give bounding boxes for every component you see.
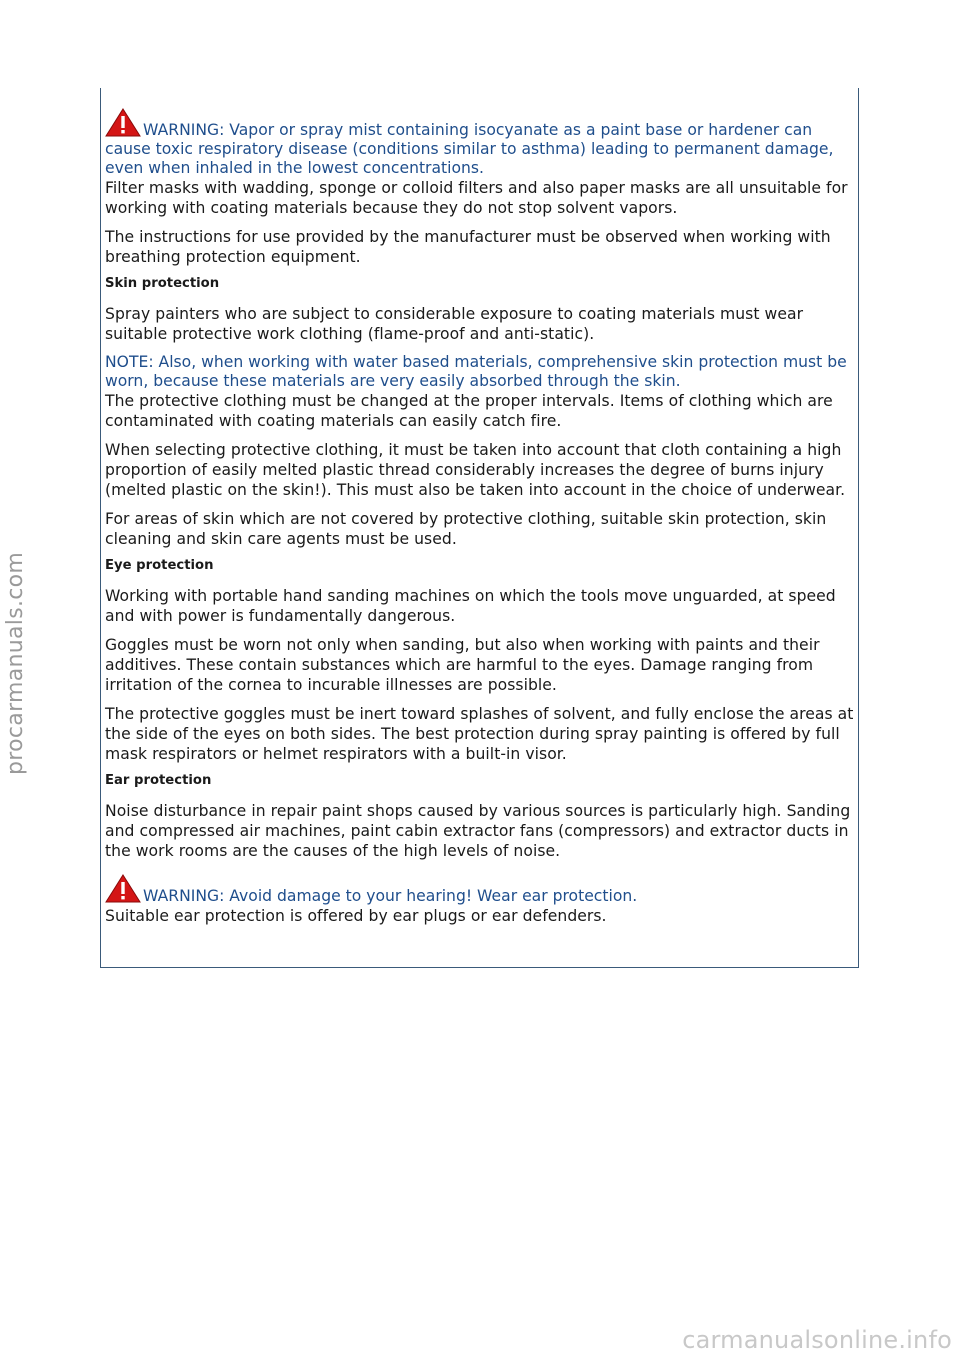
warning-triangle-icon	[105, 874, 141, 903]
paragraph-spray-painters: Spray painters who are subject to considerable exposure to coating materials must wear suitable protective work clothing (flame-proof and anti-static).	[105, 305, 804, 343]
paragraph-noise: Noise disturbance in repair paint shops caused by various sources is particularly high. Sanding and compressed air machines, paint cabin extractor fans (compressors) and extractor ducts in the work rooms are the causes of the high levels of noise.	[105, 802, 851, 860]
paragraph-ear-plugs: Suitable ear protection is offered by ear plugs or ear defenders.	[105, 907, 607, 925]
bottom-watermark: carmanualsonline.info	[682, 1326, 952, 1354]
heading-ear-protection: Ear protection	[105, 773, 212, 788]
paragraph-skin-areas: For areas of skin which are not covered by protective clothing, suitable skin protection, skin cleaning and skin care agents must be used.	[105, 510, 827, 548]
warning-isocyanate-text: WARNING: Vapor or spray mist containing isocyanate as a paint base or hardener can cause toxic respiratory disease (conditions similar to asthma) leading to permanent damage, even when inhaled in the lowest concentrations.	[105, 121, 834, 177]
warning-hearing-text: WARNING: Avoid damage to your hearing! Wear ear protection.	[143, 887, 638, 905]
paragraph-protective-goggles: The protective goggles must be inert toward splashes of solvent, and fully enclose the areas at the side of the eyes on both sides. The best protection during spray painting is offered by full mask respirators or helmet respirators with a built-in visor.	[105, 705, 854, 763]
side-watermark: procarmanuals.com	[3, 551, 28, 775]
warning-isocyanate	[105, 108, 854, 178]
warning-triangle-icon	[105, 108, 141, 137]
note-water-based: NOTE: Also, when working with water based materials, comprehensive skin protection must be worn, because these materials are very easily absorbed through the skin.	[105, 353, 847, 390]
paragraph-instructions: The instructions for use provided by the manufacturer must be observed when working with breathing protection equipment.	[105, 228, 831, 266]
paragraph-protective-clothing: The protective clothing must be changed at the proper intervals. Items of clothing which are contaminated with coating materials can easily catch fire.	[105, 392, 833, 430]
document-content	[100, 88, 859, 968]
paragraph-sanding-machines: Working with portable hand sanding machines on which the tools move unguarded, at speed and with power is fundamentally dangerous.	[105, 587, 836, 625]
heading-eye-protection: Eye protection	[105, 558, 214, 573]
paragraph-selecting-clothing: When selecting protective clothing, it must be taken into account that cloth containing a high proportion of easily melted plastic thread considerably increases the degree of burns injury (melted plastic on the skin!). This must also be taken into account in the choice of underwear.	[105, 441, 846, 499]
paragraph-goggles: Goggles must be worn not only when sanding, but also when working with paints and their additives. These contain substances which are harmful to the eyes. Damage ranging from irritation of the cornea to incurable illnesses are possible.	[105, 636, 820, 694]
spacer	[105, 95, 854, 108]
heading-skin-protection: Skin protection	[105, 276, 220, 291]
warning-hearing	[105, 874, 854, 906]
paragraph-filter-masks: Filter masks with wadding, sponge or colloid filters and also paper masks are all unsuitable for working with coating materials because they do not stop solvent vapors.	[105, 179, 848, 217]
